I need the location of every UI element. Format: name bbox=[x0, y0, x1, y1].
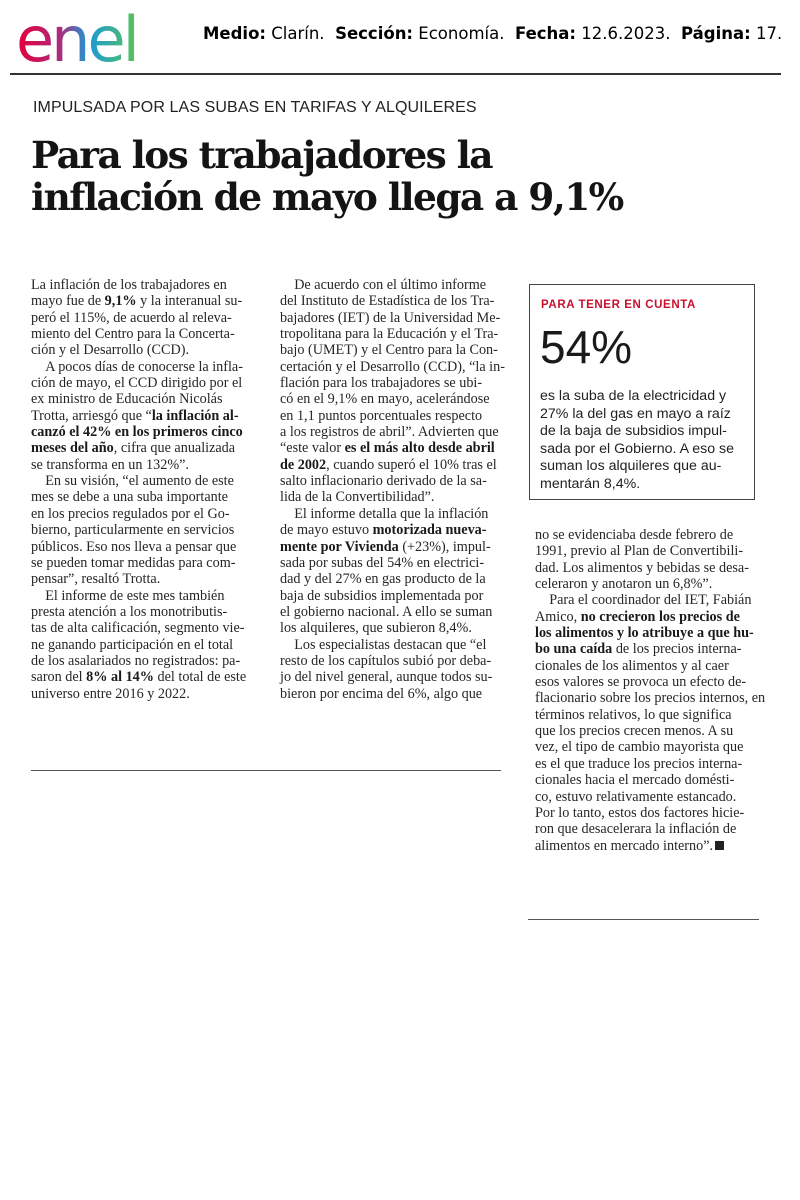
text-segment: dad. Los alimentos y bebidas se desa- bbox=[535, 559, 749, 576]
text-line bbox=[31, 440, 263, 456]
text-segment: El informe detalla que la inflación bbox=[280, 505, 489, 522]
text-line bbox=[31, 555, 263, 571]
text-line bbox=[31, 310, 263, 326]
text-line bbox=[535, 592, 767, 608]
text-segment: tas de alta calificación, segmento vie- bbox=[31, 620, 245, 637]
text-segment: cionales de los alimentos y al caer bbox=[535, 657, 729, 674]
text-line bbox=[280, 310, 516, 326]
enel-logo bbox=[16, 6, 180, 66]
text-line bbox=[31, 375, 263, 391]
text-segment: en 1,1 puntos porcentuales respecto bbox=[280, 407, 483, 424]
text-segment: saron del bbox=[31, 669, 87, 686]
text-segment: tropolitana para la Educación y el Tra- bbox=[280, 326, 499, 343]
bold-text: 8% al 14% bbox=[86, 669, 154, 686]
text-segment: có en el 9,1% en mayo, acelerándose bbox=[280, 391, 490, 408]
text-line bbox=[535, 674, 767, 690]
info-box-line: de la baja de subsidios impul- bbox=[540, 423, 727, 439]
text-segment: ción de mayo, el CCD dirigido por el bbox=[31, 375, 243, 392]
column-divider-right bbox=[528, 919, 759, 920]
bold-text: canzó el 42% en los primeros cinco bbox=[31, 424, 243, 441]
text-segment: mayo fue de bbox=[31, 293, 105, 310]
text-segment: salto inflacionario derivado de la sa- bbox=[280, 473, 487, 490]
text-segment: a los registros de abril”. Advierten que bbox=[280, 424, 499, 441]
text-segment: de los precios interna- bbox=[612, 641, 742, 658]
text-segment: celeraron y anotaron un 6,8%”. bbox=[535, 576, 713, 593]
text-segment: El informe de este mes también bbox=[31, 587, 225, 604]
text-segment: jo del nivel general, aunque todos su- bbox=[280, 669, 493, 686]
text-segment: del total de este bbox=[153, 669, 247, 686]
text-line bbox=[31, 359, 263, 375]
text-line bbox=[280, 637, 516, 653]
info-box-line: es la suba de la electricidad y bbox=[540, 388, 727, 404]
text-line bbox=[535, 560, 767, 576]
info-box-figure: 54% bbox=[540, 321, 633, 373]
text-segment: no se evidenciaba desde febrero de bbox=[535, 527, 734, 543]
text-segment: co, estuvo relativamente estancado. bbox=[535, 788, 737, 805]
text-line bbox=[535, 756, 767, 772]
text-line bbox=[31, 277, 263, 293]
text-segment: ex ministro de Educación Nicolás bbox=[31, 391, 223, 408]
text-line bbox=[31, 522, 263, 538]
text-segment: cionales hacia el mercado domésti- bbox=[535, 772, 735, 789]
text-segment: Amico, bbox=[535, 608, 581, 625]
column-divider-left bbox=[31, 770, 501, 771]
text-segment: flación para los trabajadores se ubi- bbox=[280, 375, 483, 392]
text-segment: bierno, particularmente en servicios bbox=[31, 522, 235, 539]
text-segment: A pocos días de conocerse la infla- bbox=[31, 358, 243, 375]
seccion-label: Sección: bbox=[335, 24, 414, 43]
article-column-3 bbox=[535, 527, 767, 854]
text-line bbox=[31, 489, 263, 505]
text-line bbox=[31, 424, 263, 440]
text-segment: se pueden tomar medidas para com- bbox=[31, 554, 236, 571]
text-segment: ron que desacelerara la inflación de bbox=[535, 821, 737, 838]
text-line bbox=[31, 637, 263, 653]
text-line bbox=[280, 342, 516, 358]
source-metadata bbox=[203, 24, 793, 43]
bold-text: bo una caída bbox=[535, 641, 613, 658]
text-line bbox=[31, 588, 263, 604]
bold-text: es el más alto desde abril bbox=[344, 440, 495, 457]
text-segment: bajo (UMET) y el Centro para la Con- bbox=[280, 342, 498, 359]
bold-text: meses del año bbox=[31, 440, 114, 457]
text-line bbox=[535, 527, 767, 543]
text-segment: , cuando superó el 10% tras el bbox=[326, 456, 497, 473]
text-line bbox=[535, 723, 767, 739]
text-line bbox=[31, 391, 263, 407]
medio-value: Clarín. bbox=[271, 24, 325, 43]
info-box-line: mentarán 8,4%. bbox=[540, 475, 641, 492]
text-line bbox=[535, 609, 767, 625]
pagina-label: Página: bbox=[681, 24, 751, 43]
text-line bbox=[280, 669, 516, 685]
medio-label: Medio: bbox=[203, 24, 267, 43]
text-segment: resto de los capítulos subió por deba- bbox=[280, 652, 492, 669]
text-line bbox=[280, 604, 516, 620]
text-segment: La inflación de los trabajadores en bbox=[31, 277, 227, 293]
text-segment: baja de subsidios implementada por bbox=[280, 587, 484, 604]
text-segment: y la interanual su- bbox=[136, 293, 243, 310]
text-line bbox=[280, 424, 516, 440]
bold-text: motorizada nueva- bbox=[372, 522, 487, 539]
text-line bbox=[31, 571, 263, 587]
bold-text: mente por Vivienda bbox=[280, 538, 399, 555]
text-segment: de mayo estuvo bbox=[280, 522, 373, 539]
text-line bbox=[280, 620, 516, 636]
text-line bbox=[280, 539, 516, 555]
text-line bbox=[31, 342, 263, 358]
text-segment: Por lo tanto, estos dos factores hicie- bbox=[535, 804, 745, 821]
text-line bbox=[535, 625, 767, 641]
text-segment: universo entre 2016 y 2022. bbox=[31, 685, 190, 702]
seccion-value: Economía. bbox=[418, 24, 505, 43]
text-line bbox=[280, 588, 516, 604]
text-segment: certación y el Desarrollo (CCD), “la in- bbox=[280, 358, 505, 375]
text-line bbox=[535, 576, 767, 592]
article-column-1 bbox=[31, 277, 263, 702]
bold-text: los alimentos y lo atribuye a que hu- bbox=[535, 625, 754, 642]
text-line bbox=[535, 658, 767, 674]
text-segment: públicos. Eso nos lleva a pensar que bbox=[31, 538, 237, 555]
text-line bbox=[31, 653, 263, 669]
text-line bbox=[535, 821, 767, 837]
article-column-2 bbox=[280, 277, 516, 702]
bold-text: la inflación al- bbox=[151, 407, 239, 424]
article-headline bbox=[31, 134, 771, 218]
end-of-article-mark bbox=[715, 841, 724, 850]
info-box-title: PARA TENER EN CUENTA bbox=[541, 299, 696, 311]
article-kicker: IMPULSADA POR LAS SUBAS EN TARIFAS Y ALQUILERES bbox=[33, 99, 477, 116]
text-line bbox=[280, 359, 516, 375]
info-box-line: suman los alquileres que au- bbox=[540, 458, 722, 474]
text-segment: es el que traduce los precios interna- bbox=[535, 755, 743, 772]
text-line bbox=[31, 604, 263, 620]
text-line bbox=[535, 707, 767, 723]
text-segment: esos valores se provoca un efecto de- bbox=[535, 674, 747, 691]
text-segment: bieron por encima del 6%, algo que bbox=[280, 685, 483, 702]
text-line bbox=[280, 653, 516, 669]
text-line bbox=[280, 522, 516, 538]
text-line bbox=[535, 789, 767, 805]
text-segment: bajadores (IET) de la Universidad Me- bbox=[280, 309, 501, 326]
text-segment: vez, el tipo de cambio mayorista que bbox=[535, 739, 744, 756]
headline-line: inflación de mayo llega a 9,1% bbox=[31, 175, 623, 219]
text-line bbox=[31, 473, 263, 489]
text-line bbox=[280, 326, 516, 342]
text-segment: En su visión, “el aumento de este bbox=[31, 473, 234, 490]
text-segment: peró el 115%, de acuerdo al releva- bbox=[31, 309, 232, 326]
text-line bbox=[280, 408, 516, 424]
fecha-value: 12.6.2023. bbox=[581, 24, 671, 43]
text-segment: (+23%), impul- bbox=[398, 538, 491, 555]
text-segment: flacionario sobre los precios internos, en bbox=[535, 690, 766, 707]
text-segment: los alquileres, que subieron 8,4%. bbox=[280, 620, 472, 637]
text-line bbox=[31, 539, 263, 555]
text-segment: lida de la Convertibilidad”. bbox=[280, 489, 435, 506]
text-segment: términos relativos, lo que significa bbox=[535, 706, 732, 723]
text-segment: pensar”, resaltó Trotta. bbox=[31, 571, 161, 588]
text-line bbox=[31, 293, 263, 309]
text-segment: “este valor bbox=[280, 440, 345, 457]
text-line bbox=[535, 805, 767, 821]
text-line bbox=[280, 686, 516, 702]
text-line bbox=[535, 838, 767, 854]
text-segment: miento del Centro para la Concerta- bbox=[31, 326, 235, 343]
text-line bbox=[280, 457, 516, 473]
text-line bbox=[31, 408, 263, 424]
bold-text: de 2002 bbox=[280, 456, 327, 473]
text-segment: se transforma en un 132%”. bbox=[31, 456, 189, 473]
text-line bbox=[280, 571, 516, 587]
text-line bbox=[280, 293, 516, 309]
text-segment: en los precios regulados por el Go- bbox=[31, 505, 230, 522]
info-box-text bbox=[540, 388, 750, 493]
text-segment: , cifra que anualizada bbox=[113, 440, 236, 457]
text-segment: Para el coordinador del IET, Fabián bbox=[535, 592, 752, 609]
text-line bbox=[31, 457, 263, 473]
text-segment: Trotta, arriesgó que “ bbox=[31, 407, 152, 424]
text-segment: presta atención a los monotributis- bbox=[31, 603, 228, 620]
text-segment: de los asalariados no registrados: pa- bbox=[31, 652, 241, 669]
text-line bbox=[31, 620, 263, 636]
text-line bbox=[280, 375, 516, 391]
text-line bbox=[31, 506, 263, 522]
text-line bbox=[280, 277, 516, 293]
text-segment: sada por subas del 54% en electrici- bbox=[280, 554, 485, 571]
text-segment: mes se debe a una suba importante bbox=[31, 489, 228, 506]
svg-text:enel: enel bbox=[16, 6, 137, 66]
text-line bbox=[31, 669, 263, 685]
header-divider bbox=[10, 73, 781, 75]
info-box bbox=[529, 284, 755, 500]
text-line bbox=[535, 543, 767, 559]
headline-line: Para los trabajadores la bbox=[31, 133, 492, 177]
text-segment: ción y el Desarrollo (CCD). bbox=[31, 342, 189, 359]
text-segment: ne ganando participación en el total bbox=[31, 636, 234, 653]
info-box-line: 27% la del gas en mayo a raíz bbox=[540, 405, 731, 422]
info-box-line: sada por el Gobierno. A eso se bbox=[540, 440, 735, 457]
text-line bbox=[280, 555, 516, 571]
text-line bbox=[31, 326, 263, 342]
text-segment: 1991, previo al Plan de Convertibili- bbox=[535, 543, 744, 560]
bold-text: no crecieron los precios de bbox=[580, 608, 740, 625]
text-segment: que los precios crecen menos. A su bbox=[535, 723, 734, 740]
text-line bbox=[280, 391, 516, 407]
text-line bbox=[280, 489, 516, 505]
text-line bbox=[31, 686, 263, 702]
text-line bbox=[280, 473, 516, 489]
text-segment: el gobierno nacional. A ello se suman bbox=[280, 603, 493, 620]
text-line bbox=[535, 739, 767, 755]
bold-text: 9,1% bbox=[104, 293, 137, 310]
text-segment: del Instituto de Estadística de los Tra- bbox=[280, 293, 495, 310]
text-line bbox=[280, 440, 516, 456]
text-segment: dad y del 27% en gas producto de la bbox=[280, 571, 486, 588]
text-line bbox=[535, 641, 767, 657]
text-segment: alimentos en mercado interno”. bbox=[535, 837, 714, 854]
text-segment: Los especialistas destacan que “el bbox=[280, 636, 487, 653]
text-line bbox=[280, 506, 516, 522]
text-line bbox=[535, 772, 767, 788]
text-line bbox=[535, 690, 767, 706]
text-segment: De acuerdo con el último informe bbox=[280, 277, 487, 293]
pagina-value: 17. bbox=[756, 24, 783, 43]
fecha-label: Fecha: bbox=[514, 24, 577, 43]
